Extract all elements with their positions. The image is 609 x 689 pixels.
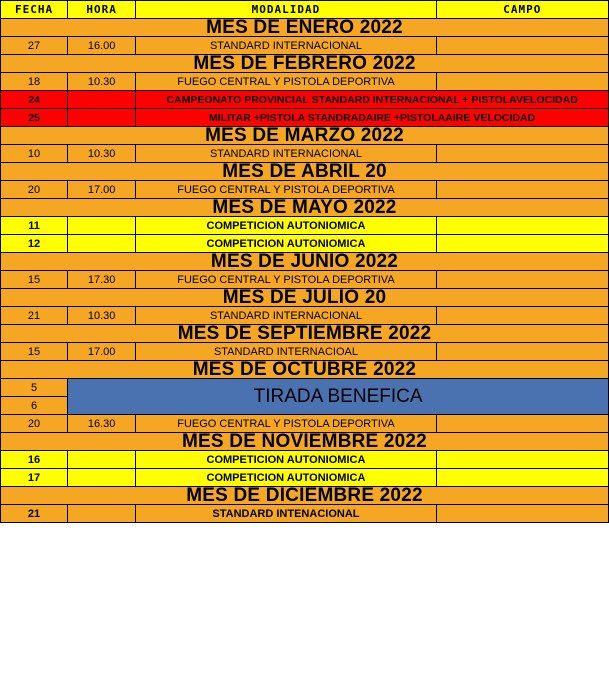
event-field — [436, 235, 608, 253]
event-modality: STANDARD INTERNACIONAL — [136, 145, 436, 163]
column-header-campo: CAMPO — [436, 1, 608, 19]
column-header-fecha: FECHA — [1, 1, 68, 19]
event-time — [68, 217, 136, 235]
event-date: 16 — [1, 451, 68, 469]
event-time — [68, 451, 136, 469]
event-time: 17.30 — [68, 271, 136, 289]
event-field — [436, 271, 608, 289]
event-modality: COMPETICION AUTONIOMICA — [136, 235, 436, 253]
event-field — [436, 451, 608, 469]
event-modality: STANDARD INTERNACIONAL — [136, 37, 436, 55]
month-title: MES DE DICIEMBRE 2022 — [1, 487, 609, 505]
event-field — [436, 505, 608, 523]
event-date: 21 — [1, 307, 68, 325]
event-time — [68, 109, 136, 127]
event-row — [1, 505, 609, 523]
event-modality: STANDARD INTENACIONAL — [136, 505, 436, 523]
event-field — [436, 217, 608, 235]
event-field — [436, 469, 608, 487]
event-row — [1, 109, 609, 127]
event-row — [1, 181, 609, 199]
month-banner-row — [1, 253, 609, 271]
event-date: 27 — [1, 37, 68, 55]
event-modality: FUEGO CENTRAL Y PISTOLA DEPORTIVA — [136, 271, 436, 289]
event-row — [1, 37, 609, 55]
benefit-row — [1, 379, 609, 397]
event-modality: COMPETICION AUTONIOMICA — [136, 451, 436, 469]
month-title: MES DE FEBRERO 2022 — [1, 55, 609, 73]
event-time: 10.30 — [68, 73, 136, 91]
event-date: 15 — [1, 271, 68, 289]
month-title: MES DE ABRIL 20 — [1, 163, 609, 181]
event-time: 10.30 — [68, 307, 136, 325]
event-date: 21 — [1, 505, 68, 523]
month-banner-row — [1, 163, 609, 181]
event-time: 17.00 — [68, 181, 136, 199]
event-modality: STANDARD INTERNACIOAL — [136, 343, 436, 361]
event-date: 18 — [1, 73, 68, 91]
month-banner-row — [1, 361, 609, 379]
month-banner-row — [1, 19, 609, 37]
event-modality: MILITAR +PISTOLA STANDRADAIRE +PISTOLAAIRE VELOCIDAD — [136, 109, 609, 127]
event-row — [1, 271, 609, 289]
calendar-body — [1, 1, 609, 523]
event-field — [436, 37, 608, 55]
event-time — [68, 235, 136, 253]
event-field — [436, 145, 608, 163]
month-title: MES DE SEPTIEMBRE 2022 — [1, 325, 609, 343]
event-field — [436, 73, 608, 91]
event-modality: CAMPEONATO PROVINCIAL STANDARD INTERNACIONAL + PISTOLAVELOCIDAD — [136, 91, 609, 109]
event-date: 12 — [1, 235, 68, 253]
column-header-modalidad: MODALIDAD — [136, 1, 436, 19]
event-modality: FUEGO CENTRAL Y PISTOLA DEPORTIVA — [136, 415, 436, 433]
event-field — [436, 415, 608, 433]
event-row — [1, 451, 609, 469]
event-modality: COMPETICION AUTONIOMICA — [136, 469, 436, 487]
month-title: MES DE NOVIEMBRE 2022 — [1, 433, 609, 451]
event-row — [1, 91, 609, 109]
event-date: 11 — [1, 217, 68, 235]
benefit-title: TIRADA BENEFICA — [68, 379, 609, 415]
event-field — [436, 307, 608, 325]
event-time: 16.00 — [68, 37, 136, 55]
event-time: 17.00 — [68, 343, 136, 361]
table-header-row — [1, 1, 609, 19]
event-date: 20 — [1, 181, 68, 199]
event-date: 24 — [1, 91, 68, 109]
event-date: 10 — [1, 145, 68, 163]
month-title: MES DE OCTUBRE 2022 — [1, 361, 609, 379]
event-time: 16.30 — [68, 415, 136, 433]
event-row — [1, 235, 609, 253]
column-header-hora: HORA — [68, 1, 136, 19]
event-date: 20 — [1, 415, 68, 433]
event-row — [1, 73, 609, 91]
event-time: 10.30 — [68, 145, 136, 163]
event-field — [436, 181, 608, 199]
event-modality: STANDARD INTERNACIONAL — [136, 307, 436, 325]
month-title: MES DE JUNIO 2022 — [1, 253, 609, 271]
event-date: 17 — [1, 469, 68, 487]
event-row — [1, 415, 609, 433]
event-date: 6 — [1, 397, 68, 415]
event-modality: FUEGO CENTRAL Y PISTOLA DEPORTIVA — [136, 181, 436, 199]
month-banner-row — [1, 199, 609, 217]
event-time — [68, 505, 136, 523]
month-banner-row — [1, 325, 609, 343]
event-date: 15 — [1, 343, 68, 361]
event-row — [1, 217, 609, 235]
month-banner-row — [1, 433, 609, 451]
event-row — [1, 469, 609, 487]
month-banner-row — [1, 55, 609, 73]
event-row — [1, 343, 609, 361]
event-field — [436, 343, 608, 361]
month-title: MES DE MAYO 2022 — [1, 199, 609, 217]
event-date: 25 — [1, 109, 68, 127]
event-modality: FUEGO CENTRAL Y PISTOLA DEPORTIVA — [136, 73, 436, 91]
month-title: MES DE ENERO 2022 — [1, 19, 609, 37]
month-title: MES DE MARZO 2022 — [1, 127, 609, 145]
month-banner-row — [1, 487, 609, 505]
event-row — [1, 307, 609, 325]
event-time — [68, 91, 136, 109]
month-title: MES DE JULIO 20 — [1, 289, 609, 307]
event-row — [1, 145, 609, 163]
event-date: 5 — [1, 379, 68, 397]
month-banner-row — [1, 289, 609, 307]
event-time — [68, 469, 136, 487]
event-modality: COMPETICION AUTONIOMICA — [136, 217, 436, 235]
month-banner-row — [1, 127, 609, 145]
